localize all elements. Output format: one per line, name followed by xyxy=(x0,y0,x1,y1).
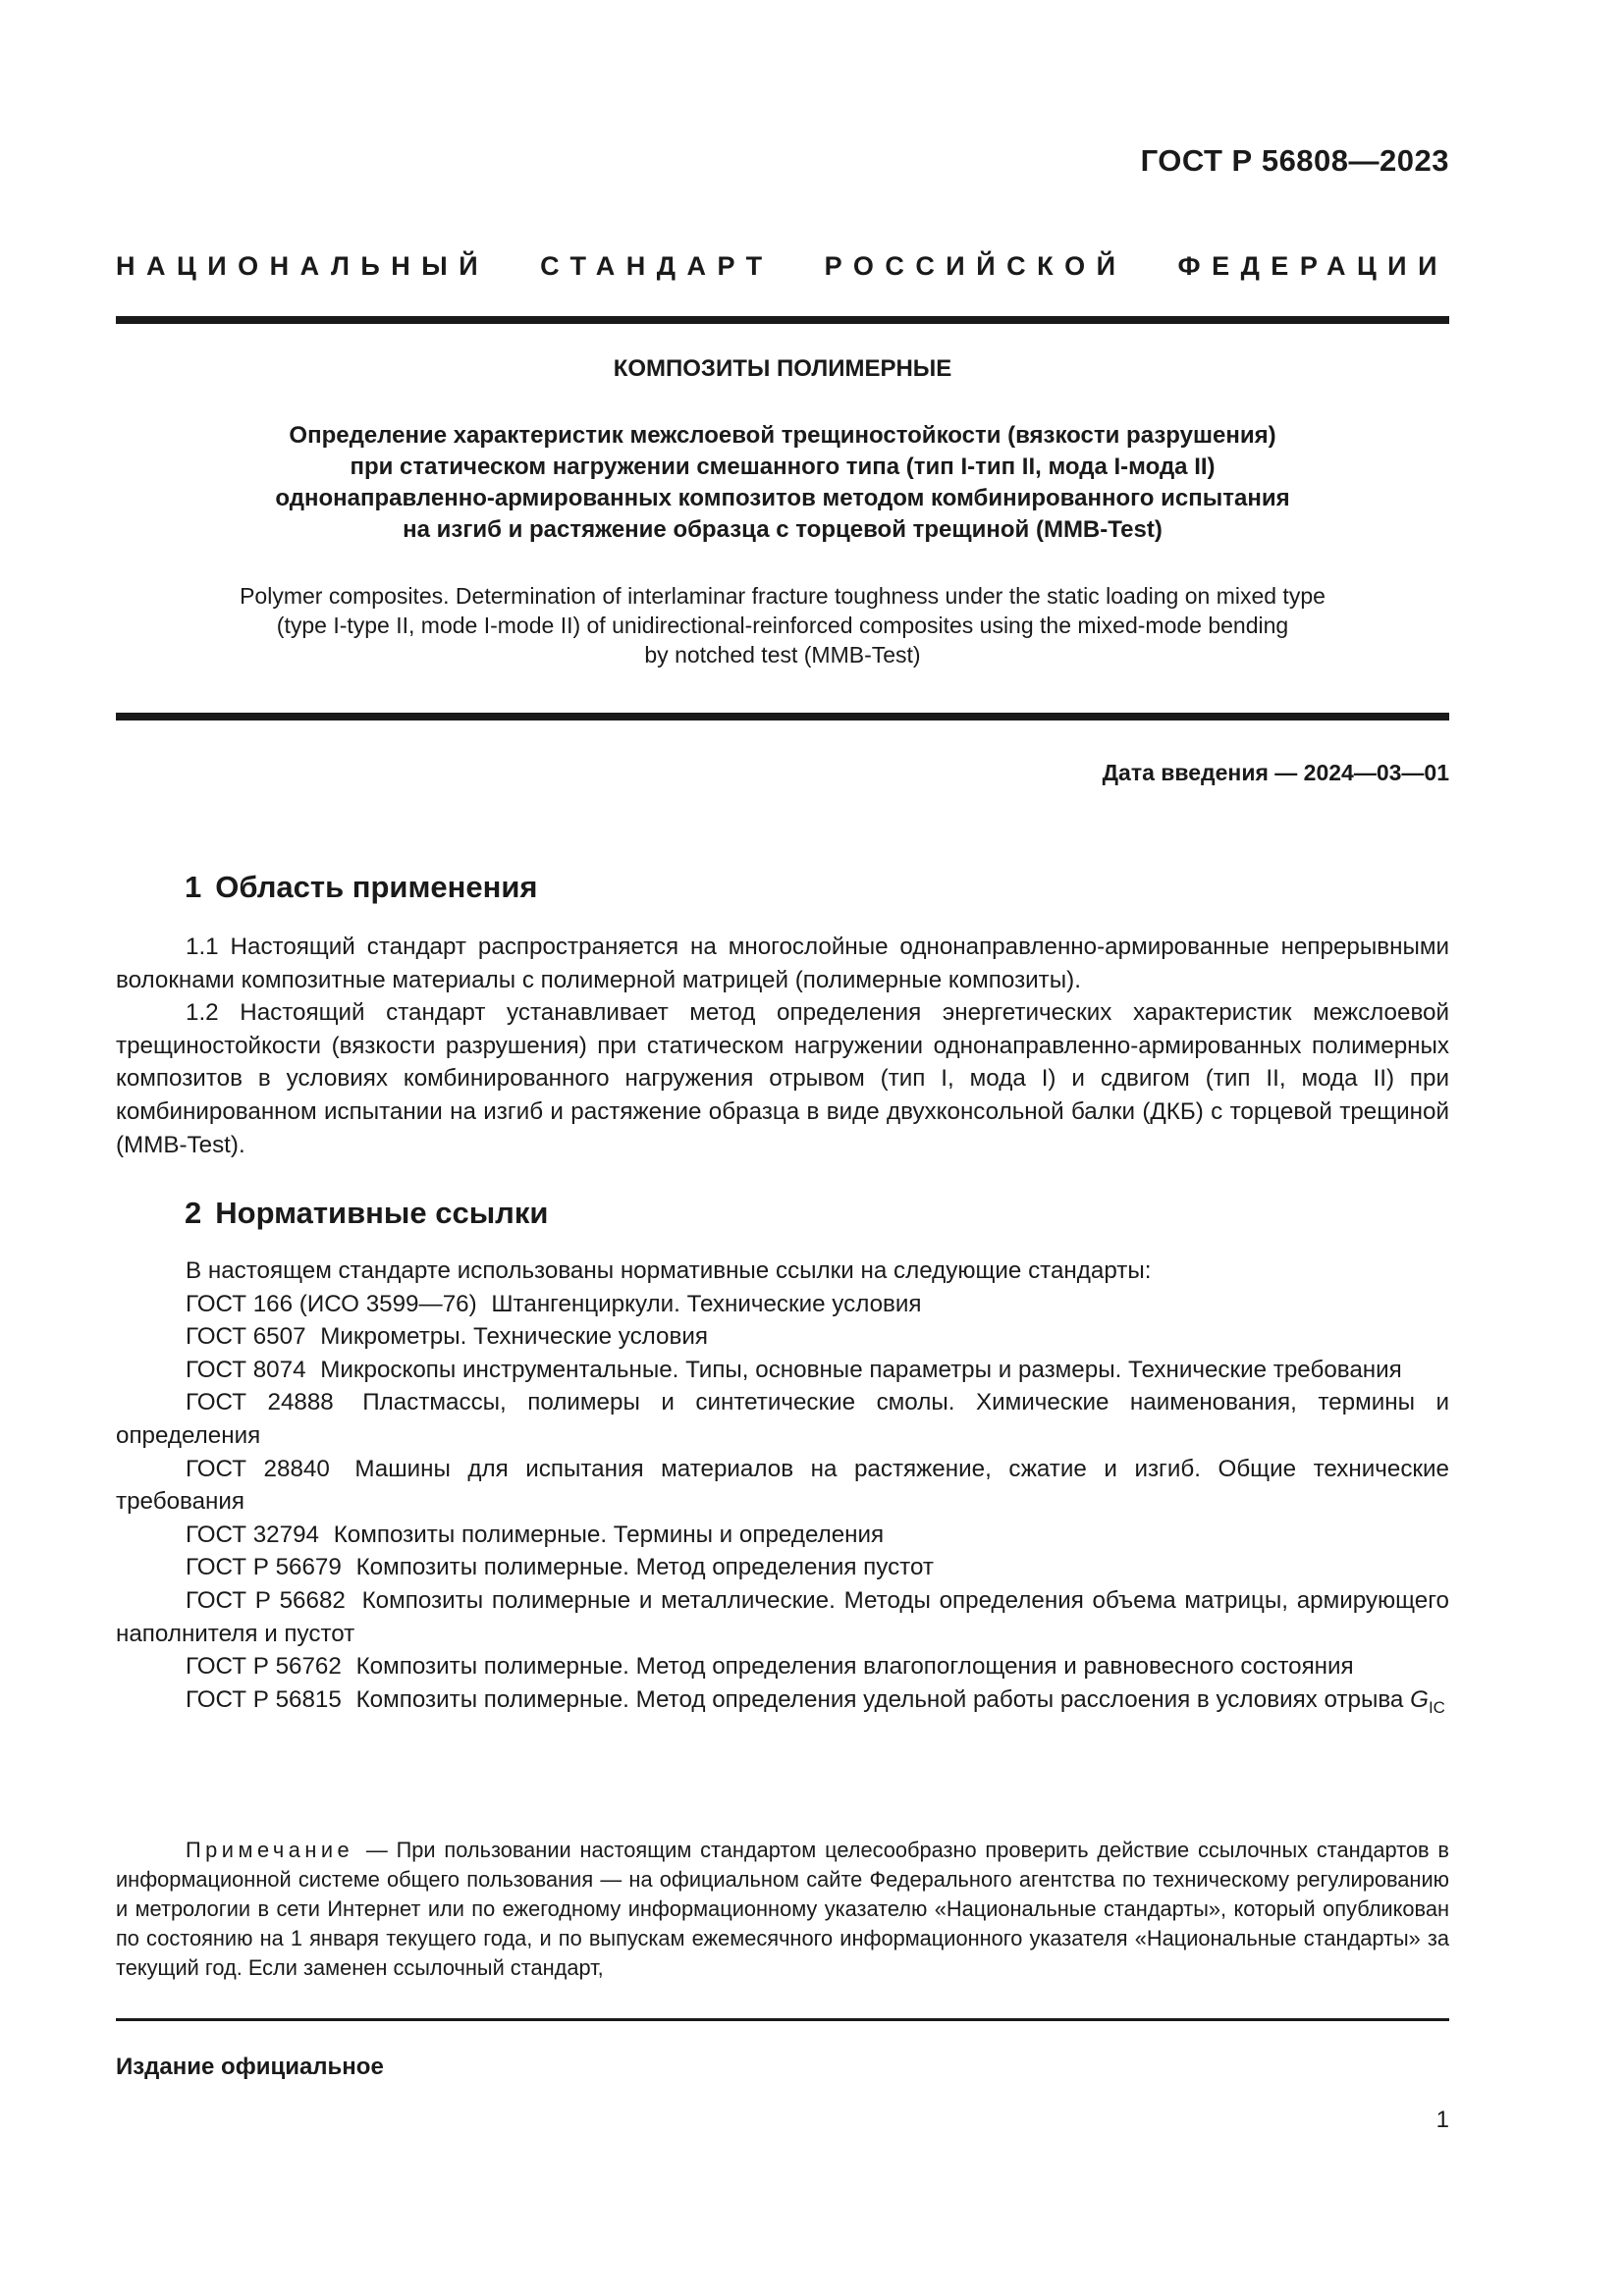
section-number: 1 xyxy=(185,870,202,904)
paragraph: 1.1 Настоящий стандарт распространяется на многослойные однонаправленно-армированные непрерывными волокнами композитные материалы с полимерной матрицей (полимерные композиты). xyxy=(116,934,1449,993)
references-intro: В настоящем стандарте использованы нормативные ссылки на следующие стандарты: xyxy=(186,1257,1152,1284)
standard-number: ГОСТ Р 56808—2023 xyxy=(1140,143,1449,178)
reference-item xyxy=(116,1683,1449,1724)
reference-text: Композиты полимерные. Метод определения удельной работы расслоения в условиях отрыва xyxy=(355,1685,1404,1713)
paragraph: 1.2 Настоящий стандарт устанавливает метод определения энергетических характеристик межслоевой трещиностойкости (вязкости разрушения) при статическом нагружении однонаправленно-армированных полимерных композитов в условиях комбинированного нагружения отрывом (тип I, мода I) и сдвигом (тип II, мода II) при комбинированном испытании на изгиб и растяжение образца в виде двухконсольной балки (ДКБ) с торцевой трещиной (MMB-Test). xyxy=(116,999,1449,1158)
english-title-line: by notched test (MMB-Test) xyxy=(644,642,921,667)
reference-code: ГОСТ 8074 xyxy=(186,1356,306,1383)
reference-item xyxy=(116,1320,1449,1354)
section-title: Область применения xyxy=(215,870,538,904)
section-title: Нормативные ссылки xyxy=(215,1196,549,1230)
reference-item xyxy=(116,1288,1449,1321)
national-standard-title: НАЦИОНАЛЬНЫЙ СТАНДАРТ РОССИЙСКОЙ ФЕДЕРАЦИИ xyxy=(116,251,1448,281)
section-2-heading xyxy=(185,1196,548,1231)
subtitle-line: Определение характеристик межслоевой трещиностойкости (вязкости разрушения) xyxy=(289,422,1276,449)
reference-text: Композиты полимерные и металлические. Методы определения объема матрицы, армирующего наполнителя и пустот xyxy=(116,1586,1449,1647)
document-main-title: КОМПОЗИТЫ ПОЛИМЕРНЫЕ xyxy=(613,355,952,382)
reference-code: ГОСТ 28840 xyxy=(186,1455,330,1482)
page-number: 1 xyxy=(1435,2107,1449,2133)
reference-text: Машины для испытания материалов на растяжение, сжатие и изгиб. Общие технические требования xyxy=(116,1455,1449,1516)
reference-code: ГОСТ Р 56762 xyxy=(186,1653,342,1681)
reference-code: ГОСТ Р 56815 xyxy=(186,1685,342,1713)
reference-text: Пластмассы, полимеры и синтетические смолы. Химические наименования, термины и определения xyxy=(116,1389,1449,1449)
normative-references xyxy=(116,1255,1449,1724)
footer-rule xyxy=(116,2018,1449,2021)
document-subtitle xyxy=(147,420,1418,546)
note-label: Примечание xyxy=(186,1838,354,1862)
reference-code: ГОСТ Р 56679 xyxy=(186,1554,342,1581)
reference-item xyxy=(116,1650,1449,1683)
section-number: 2 xyxy=(185,1196,202,1230)
reference-item xyxy=(116,1551,1449,1584)
note-block xyxy=(116,1836,1449,1983)
section-1-body xyxy=(116,931,1449,1161)
reference-code: ГОСТ 24888 xyxy=(186,1389,334,1416)
reference-item xyxy=(116,1453,1449,1519)
reference-item xyxy=(116,1584,1449,1650)
english-title xyxy=(147,581,1418,669)
reference-text: Микрометры. Технические условия xyxy=(320,1323,708,1351)
english-title-line: Polymer composites. Determination of interlaminar fracture toughness under the static loading on mixed type xyxy=(240,583,1326,609)
note-paragraph xyxy=(116,1836,1449,1983)
title-rule xyxy=(116,713,1449,721)
subtitle-line: при статическом нагружении смешанного типа (тип I-тип II, мода I-мода II) xyxy=(350,454,1216,480)
header-rule xyxy=(116,316,1449,324)
reference-text: Штангенциркули. Технические условия xyxy=(491,1290,922,1317)
reference-code: ГОСТ 32794 xyxy=(186,1521,319,1548)
english-title-line: (type I-type II, mode I-mode II) of unidirectional-reinforced composites using the mixed-mode bending xyxy=(276,613,1289,638)
reference-text: Композиты полимерные. Метод определения пустот xyxy=(355,1554,934,1581)
reference-item xyxy=(116,1519,1449,1552)
section-1-heading xyxy=(185,870,538,905)
introduction-date: Дата введения — 2024—03—01 xyxy=(1102,760,1449,785)
subtitle-line: на изгиб и растяжение образца с торцевой трещиной (MMB-Test) xyxy=(403,516,1163,543)
reference-item xyxy=(116,1386,1449,1452)
official-edition-label: Издание официальное xyxy=(116,2054,384,2080)
reference-code: ГОСТ 6507 xyxy=(186,1323,306,1351)
reference-code: ГОСТ Р 56682 xyxy=(186,1586,346,1614)
reference-text: Композиты полимерные. Метод определения влагопоглощения и равновесного состояния xyxy=(355,1653,1354,1681)
reference-text: Композиты полимерные. Термины и определения xyxy=(333,1521,885,1548)
reference-text: Микроскопы инструментальные. Типы, основные параметры и размеры. Технические требования xyxy=(320,1356,1402,1383)
energy-release-rate-symbol: $G_{IC}$ xyxy=(1410,1685,1445,1717)
reference-item xyxy=(116,1354,1449,1387)
subtitle-line: однонаправленно-армированных композитов методом комбинированного испытания xyxy=(275,485,1290,511)
reference-code: ГОСТ 166 (ИСО 3599—76) xyxy=(186,1290,477,1317)
note-text: — При пользовании настоящим стандартом целесообразно проверить действие ссылочных стандартов в информационной системе общего пользования — на официальном сайте Федерального агентства по техническому регулированию и метрологии в сети Интернет или по ежегодному информационному указателю «Национальные стандарты», который опубликован по состоянию на 1 января текущего года, и по выпускам ежемесячного информационного указателя «Национальные стандарты» за текущий год. Если заменен ссылочный стандарт, xyxy=(116,1838,1449,1980)
